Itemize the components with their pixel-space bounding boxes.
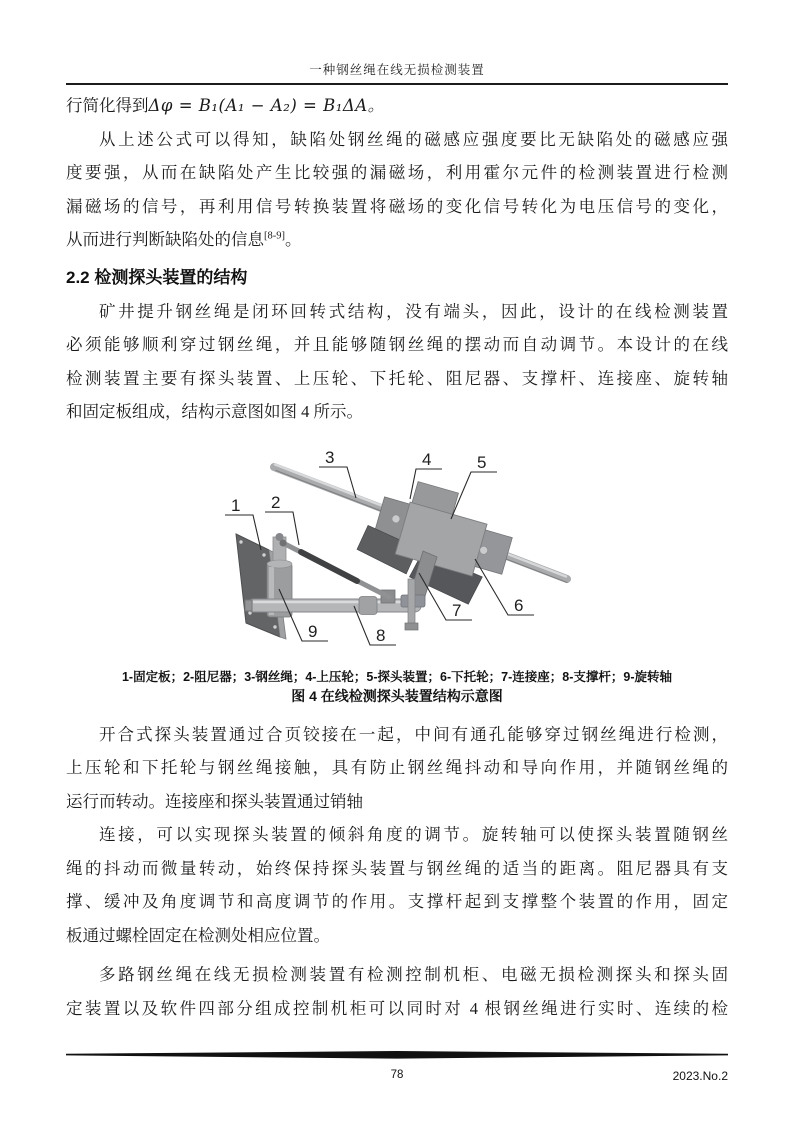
paragraph-1 xyxy=(66,123,728,257)
text-line: 板通过螺栓固定在检测处相应位置。 xyxy=(66,925,330,945)
footer-row xyxy=(66,1069,728,1087)
text-line: 和固定板组成，结构示意图如图 4 所示。 xyxy=(66,402,363,421)
citation-ref: [8-9] xyxy=(264,230,285,242)
text-line: 定装置以及软件四部分组成控制机柜可以同时对 4 根钢丝绳进行实时、连续的检 xyxy=(66,998,728,1018)
running-header-title: 一种钢丝绳在线无损检测装置 xyxy=(309,63,485,77)
page-content xyxy=(66,60,728,1025)
text-line: 度要强，从而在缺陷处产生比较强的漏磁场，利用霍尔元件的检测装置进行检测 xyxy=(66,163,728,182)
text-line: 漏磁场的信号，再利用信号转换装置将磁场的变化信号转化为电压信号的变化， xyxy=(66,196,728,216)
paragraph-2 xyxy=(66,295,728,429)
text-line: 运行而转动。连接座和探头装置通过销轴 xyxy=(66,791,363,811)
text-line: 绳的抖动而微量转动，始终保持探头装置与钢丝绳的适当的距离。阻尼器具有支 xyxy=(66,858,728,878)
paragraph-4 xyxy=(66,818,728,952)
section-heading: 2.2 检测探头装置的结构 xyxy=(66,267,248,287)
formula-math: Δφ = B₁(A₁ − A₂) = B₁ΔA。 xyxy=(148,96,385,115)
svg-text:7: 7 xyxy=(452,600,462,620)
svg-text:3: 3 xyxy=(325,447,335,467)
text-line: 撑、缓冲及角度调节和高度调节的作用。支撑杆起到支撑整个装置的作用，固定 xyxy=(66,892,728,911)
svg-text:9: 9 xyxy=(308,621,318,641)
text-line: 上压轮和下托轮与钢丝绳接触，具有防止钢丝绳抖动和导向作用，并随钢丝绳的 xyxy=(66,758,728,777)
figure-caption-title: 图 4 在线检测探头装置结构示意图 xyxy=(291,687,503,704)
footer-swell-rule xyxy=(66,1051,728,1059)
text-segment: 从而进行判断缺陷处的信息 xyxy=(66,230,264,249)
svg-text:2: 2 xyxy=(271,492,281,512)
figure-4 xyxy=(66,439,728,668)
issue-label: 2023.No.2 xyxy=(672,1069,728,1083)
svg-text:1: 1 xyxy=(231,495,241,515)
formula-line xyxy=(66,89,728,123)
formula-prefix: 行简化得到 xyxy=(66,96,149,115)
figure-caption-parts: 1-固定板；2-阻尼器；3-钢丝绳；4-上压轮；5-探头装置；6-下托轮；7-连接座；8-支撑杆；9-旋转轴 xyxy=(121,669,673,684)
page-footer xyxy=(66,1046,728,1087)
figure-illustration xyxy=(179,439,649,663)
svg-text:6: 6 xyxy=(514,595,524,615)
paragraph-3 xyxy=(66,718,728,819)
text-line: 连接，可以实现探头装置的倾斜角度的调节。旋转轴可以使探头装置随钢丝 xyxy=(99,825,728,844)
paragraph-5 xyxy=(66,958,728,1025)
text-line: 必须能够顺利穿过钢丝绳，并且能够随钢丝绳的摆动而自动调节。本设计的在线 xyxy=(66,335,728,354)
text-segment: 。 xyxy=(285,230,302,249)
page-number: 78 xyxy=(390,1069,404,1081)
svg-text:8: 8 xyxy=(376,625,386,645)
svg-text:5: 5 xyxy=(477,452,487,472)
text-line xyxy=(66,223,728,257)
text-line: 矿井提升钢丝绳是闭环回转式结构，没有端头，因此，设计的在线检测装置 xyxy=(99,301,728,321)
callout-5 xyxy=(451,453,497,519)
text-line: 检测装置主要有探头装置、上压轮、下托轮、阻尼器、支撑杆、连接座、旋转轴 xyxy=(66,368,728,388)
text-line: 从上述公式可以得知，缺陷处钢丝绳的磁感应强度要比无缺陷处的磁感应强 xyxy=(99,129,728,149)
text-line: 开合式探头装置通过合页铰接在一起，中间有通孔能够穿过钢丝绳进行检测， xyxy=(99,724,728,744)
text-line: 多路钢丝绳在线无损检测装置有检测控制机柜、电磁无损检测探头和探头固 xyxy=(99,965,728,984)
svg-text:4: 4 xyxy=(422,449,432,469)
running-header xyxy=(66,60,728,85)
